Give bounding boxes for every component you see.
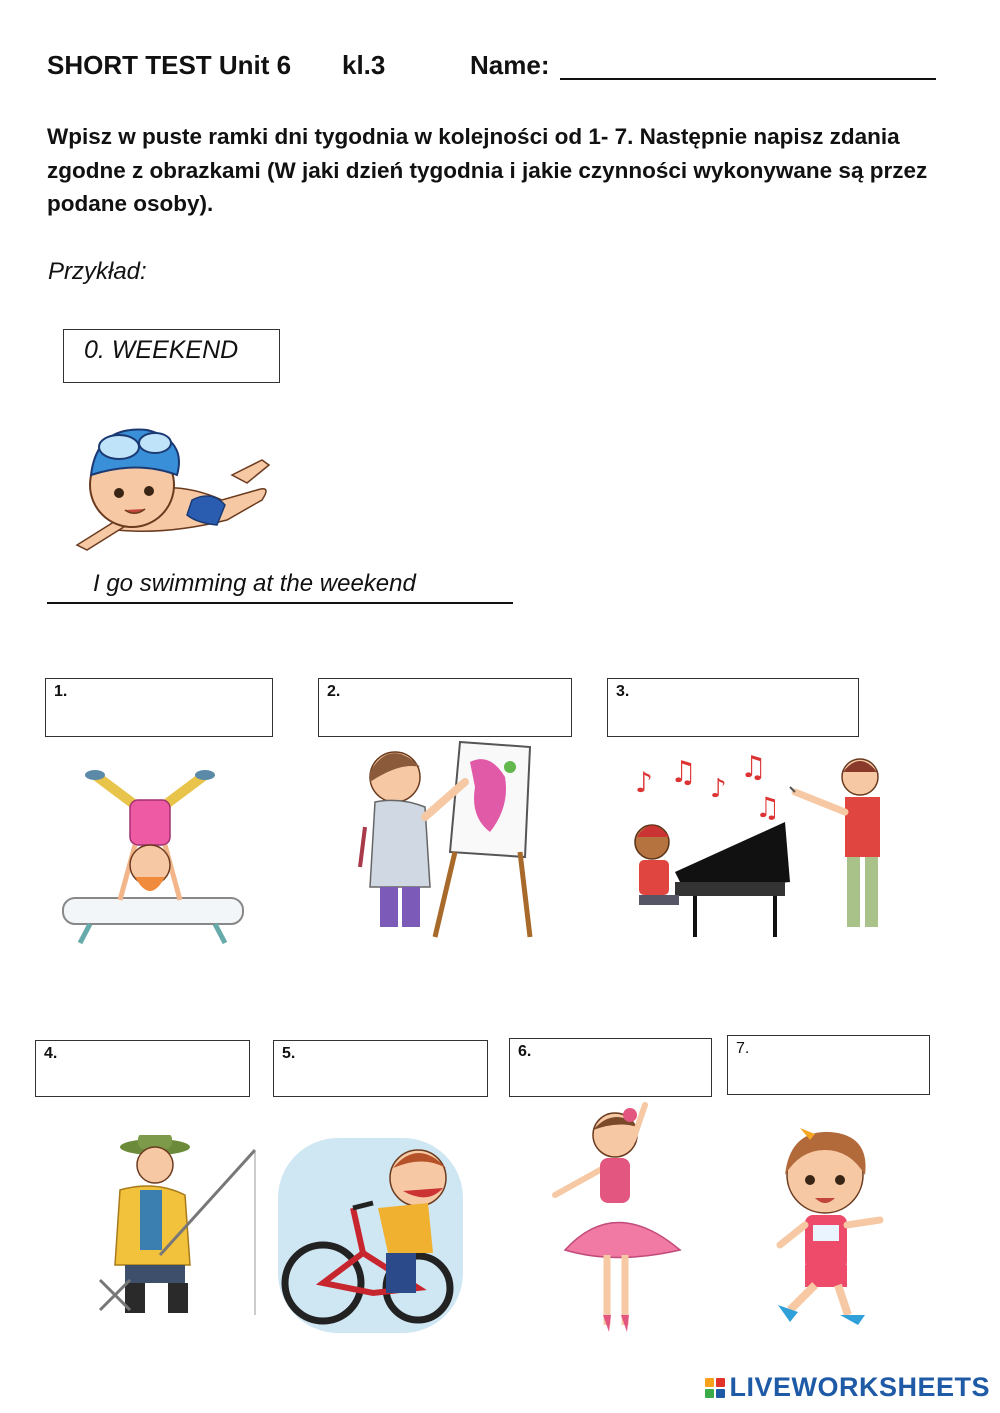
piano-music-illustration (625, 752, 905, 942)
swimming-illustration (47, 405, 292, 565)
svg-text:♪: ♪ (710, 774, 727, 804)
answer-box-2[interactable] (318, 678, 572, 737)
example-label: Przykład: (48, 258, 147, 285)
answer-box-5[interactable] (273, 1040, 488, 1097)
running-illustration (760, 1120, 915, 1330)
example-sentence-text: I go swimming at the weekend (93, 570, 416, 597)
painting-illustration (340, 737, 535, 942)
cycling-illustration (278, 1133, 463, 1333)
instructions: Wpisz w puste ramki dni tygodnia w kolejności od 1- 7. Następnie napisz zdania zgodne z obrazkami (W jaki dzień tygodnia i jakie czynności wykonywane są przez podane osoby). (47, 124, 928, 216)
box-number-6: 6. (518, 1043, 532, 1060)
liveworksheets-logo (705, 1372, 990, 1403)
test-title: SHORT TEST Unit 6 (47, 50, 292, 80)
box-number-5: 5. (282, 1045, 296, 1062)
box-number-1: 1. (54, 683, 68, 700)
gymnastics-illustration (55, 765, 250, 945)
answer-box-1[interactable] (45, 678, 273, 737)
svg-text:♫: ♫ (740, 752, 767, 785)
answer-box-6[interactable] (509, 1038, 712, 1097)
class-label: kl.3 (342, 50, 386, 80)
example-box-text: 0. WEEKEND (84, 336, 239, 364)
example-sentence (47, 570, 513, 604)
name-label: Name: (470, 50, 550, 80)
svg-text:♫: ♫ (755, 791, 781, 824)
logo-icon (705, 1378, 725, 1398)
box-number-7: 7. (736, 1040, 750, 1057)
logo-text: LIVEWORKSHEETS (729, 1372, 990, 1402)
box-number-4: 4. (44, 1045, 58, 1062)
box-number-2: 2. (327, 683, 341, 700)
ballet-illustration (545, 1100, 695, 1335)
answer-box-7[interactable] (727, 1035, 930, 1095)
svg-text:♫: ♫ (670, 755, 697, 790)
example-box (63, 329, 280, 383)
svg-text:♪: ♪ (635, 766, 653, 799)
fishing-illustration (90, 1135, 265, 1325)
answer-box-4[interactable] (35, 1040, 250, 1097)
answer-box-3[interactable] (607, 678, 859, 737)
box-number-3: 3. (616, 683, 630, 700)
name-input-line[interactable] (560, 78, 936, 80)
